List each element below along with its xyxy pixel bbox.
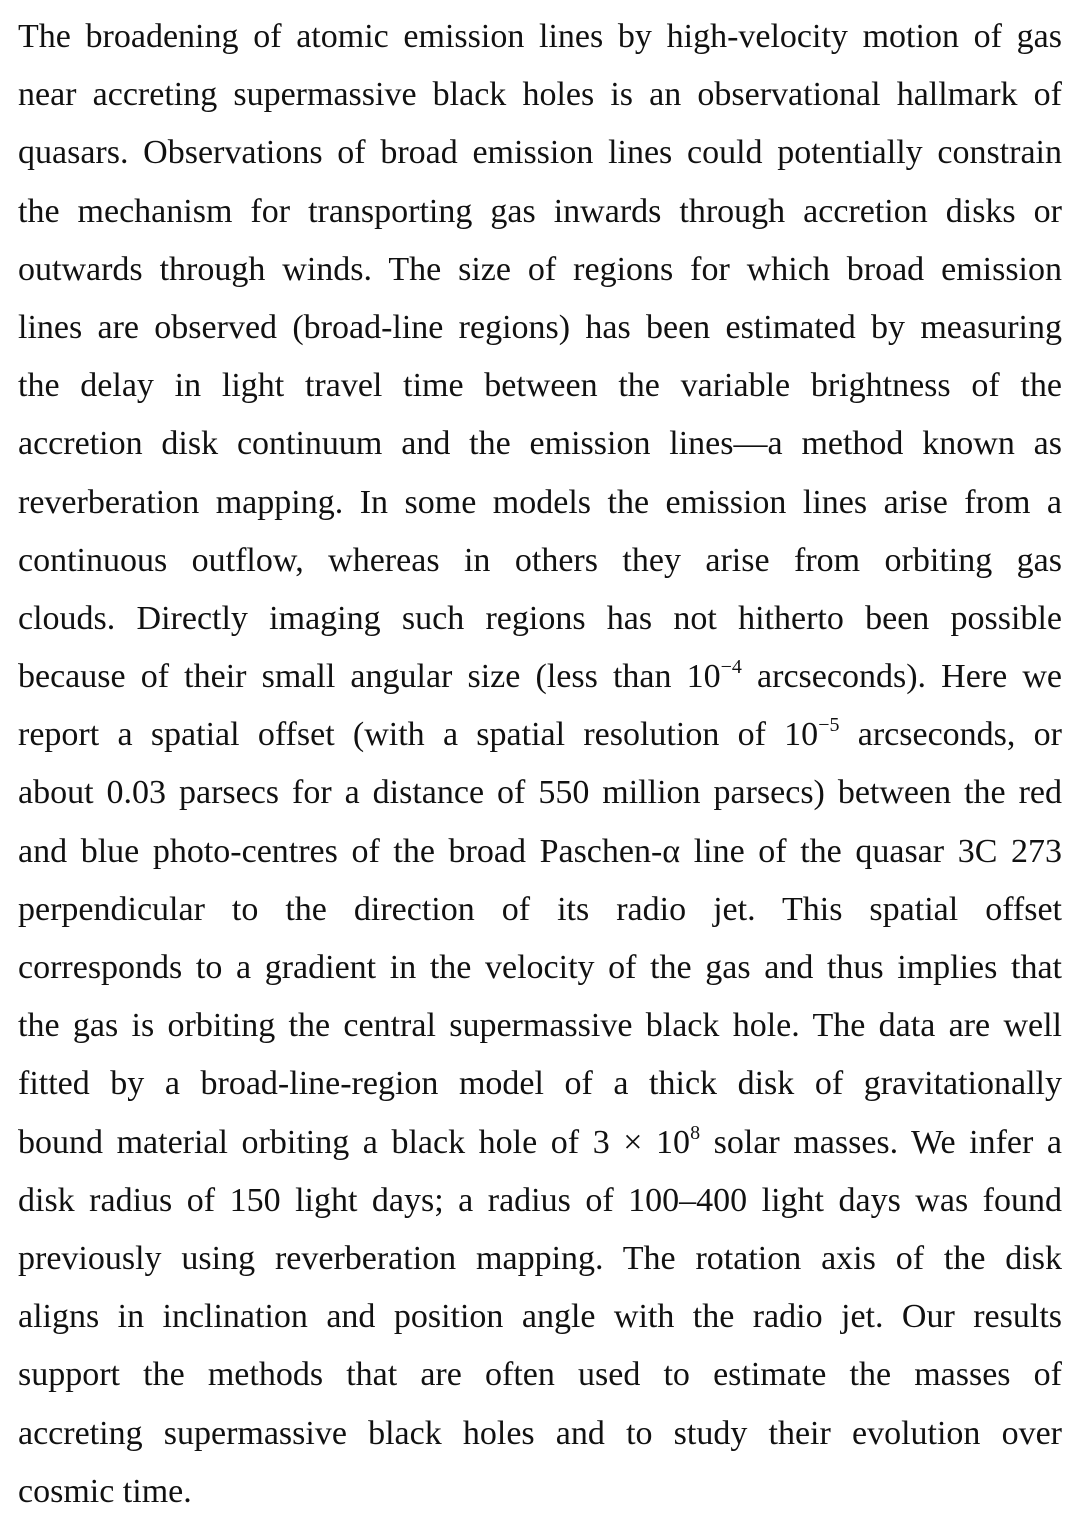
text-line: about 0.03 parsecs for a distance of 550 million parsecs) between the red <box>18 774 1062 812</box>
text-line: cosmic time. <box>18 1472 192 1510</box>
text-line: support the methods that are often used to estimate the masses of <box>18 1356 1062 1394</box>
text-line: quasars. Observations of broad emission lines could potentially constrain <box>18 134 1062 172</box>
text-line: perpendicular to the direction of its radio jet. This spatial offset <box>18 890 1062 928</box>
superscript: −5 <box>818 714 840 737</box>
text-line <box>18 706 1062 764</box>
text-line: and blue photo-centres of the broad Paschen-α line of the quasar 3C 273 <box>18 832 1062 870</box>
text-line: accreting supermassive black holes and to study their evolution over <box>18 1414 1062 1452</box>
text-segment: solar masses. We infer a <box>700 1123 1062 1161</box>
text-line: aligns in inclination and position angle with the radio jet. Our results <box>18 1298 1062 1336</box>
text-line: lines are observed (broad-line regions) has been estimated by measuring <box>18 308 1062 346</box>
text-line: disk radius of 150 light days; a radius of 100–400 light days was found <box>18 1181 1062 1219</box>
text-line: previously using reverberation mapping. The rotation axis of the disk <box>18 1239 1062 1277</box>
text-line: reverberation mapping. In some models the emission lines arise from a <box>18 483 1062 521</box>
text-line: clouds. Directly imaging such regions has not hitherto been possible <box>18 599 1062 637</box>
superscript: 8 <box>690 1121 701 1144</box>
text-line: the delay in light travel time between the variable brightness of the <box>18 367 1062 405</box>
text-segment: report a spatial offset (with a spatial resolution of 10 <box>18 716 819 754</box>
text-segment: arcseconds). Here we <box>741 658 1062 696</box>
text-line: outwards through winds. The size of regions for which broad emission <box>18 250 1062 288</box>
text-line: fitted by a broad-line-region model of a thick disk of gravitationally <box>18 1065 1062 1103</box>
text-line: continuous outflow, whereas in others they arise from orbiting gas <box>18 541 1062 579</box>
text-line: accretion disk continuum and the emission lines—a method known as <box>18 425 1062 463</box>
text-segment: because of their small angular size (less than 10 <box>18 658 721 696</box>
text-line <box>18 648 1062 706</box>
text-segment: arcseconds, or <box>839 716 1062 754</box>
text-segment: bound material orbiting a black hole of 3 × 10 <box>18 1123 691 1161</box>
text-line: corresponds to a gradient in the velocity of the gas and thus implies that <box>18 949 1062 986</box>
text-line <box>18 1114 1062 1172</box>
text-line: the gas is orbiting the central supermassive black hole. The data are well <box>18 1007 1062 1045</box>
text-line: near accreting supermassive black holes is an observational hallmark of <box>18 76 1062 114</box>
abstract-text-block <box>18 8 1062 1528</box>
superscript: −4 <box>720 656 742 679</box>
text-line: the mechanism for transporting gas inwards through accretion disks or <box>18 192 1062 230</box>
text-line: The broadening of atomic emission lines by high-velocity motion of gas <box>18 18 1062 55</box>
